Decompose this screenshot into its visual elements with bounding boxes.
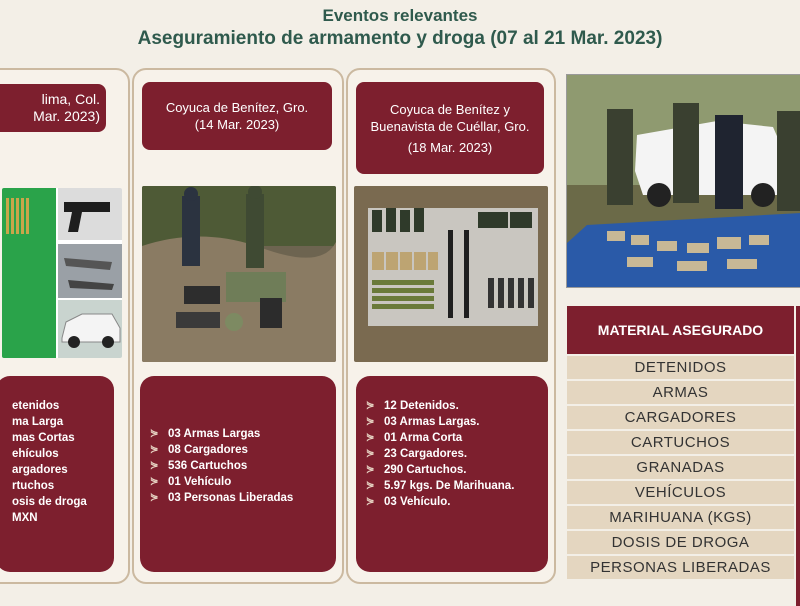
event-card-title: [142, 82, 332, 150]
event-items: [140, 376, 336, 572]
table-side-column: [796, 306, 800, 606]
event-location: Coyuca de Benítez, Gro.: [165, 100, 309, 115]
list-item: rtuchos: [12, 480, 55, 492]
bullet-icon: ⋟: [150, 428, 159, 439]
table-header: MATERIAL ASEGURADO: [567, 306, 800, 354]
list-item: ⋟ 03 Armas Largas.: [366, 416, 480, 428]
event-location: lima, Col.: [41, 91, 100, 107]
list-item: ⋟ 290 Cartuchos.: [366, 464, 467, 476]
bullet-icon: ⋟: [366, 400, 375, 411]
bullet-icon: ⋟: [150, 476, 159, 487]
list-item: ⋟ 03 Personas Liberadas: [150, 492, 294, 504]
table-row: ARMAS: [567, 381, 800, 404]
list-item: ⋟ 08 Cargadores: [150, 444, 248, 456]
table-row: DETENIDOS: [567, 356, 800, 379]
evidence-photo: [2, 188, 122, 358]
list-item: ⋟ 03 Armas Largas: [150, 428, 261, 440]
event-items: [0, 376, 114, 572]
bullet-icon: ⋟: [366, 448, 375, 459]
list-item: ⋟ 01 Arma Corta: [366, 432, 463, 444]
material-table: [567, 306, 800, 579]
bullet-icon: ⋟: [150, 460, 159, 471]
table-row: PERSONAS LIBERADAS: [567, 556, 800, 579]
event-card-title: [0, 84, 106, 132]
list-item: ⋟ 12 Detenidos.: [366, 400, 459, 412]
table-row: GRANADAS: [567, 456, 800, 479]
items-list: [0, 398, 114, 526]
event-card-coyuca: [132, 68, 344, 584]
event-date: Mar. 2023): [33, 108, 100, 124]
page-subtitle: Aseguramiento de armamento y droga (07 al 21 Mar. 2023): [137, 28, 663, 49]
items-list: [366, 398, 538, 510]
summary-photo: [566, 74, 800, 288]
list-item: etenidos: [12, 400, 60, 412]
event-card-title: [356, 82, 544, 174]
list-item: ⋟ 5.97 kgs. De Marihuana.: [366, 480, 515, 492]
list-item: MXN: [12, 512, 38, 524]
bullet-icon: ⋟: [366, 416, 375, 427]
event-date: (14 Mar. 2023): [194, 117, 280, 132]
table-row: VEHÍCULOS: [567, 481, 800, 504]
evidence-photo: [354, 186, 548, 362]
list-item: ⋟ 01 Vehículo: [150, 476, 232, 488]
event-location: Coyuca de Benítez y Buenavista de Cuéllar, Gro.: [370, 101, 530, 134]
table-row: MARIHUANA (KGS): [567, 506, 800, 529]
event-card-colima: [0, 68, 130, 584]
event-items: [356, 376, 548, 572]
bullet-icon: ⋟: [150, 492, 159, 503]
event-date: (18 Mar. 2023): [407, 139, 493, 155]
event-card-coyuca-buenavista: [346, 68, 556, 584]
table-row: DOSIS DE DROGA: [567, 531, 800, 554]
table-row: CARTUCHOS: [567, 431, 800, 454]
bullet-icon: ⋟: [366, 432, 375, 443]
bullet-icon: ⋟: [366, 464, 375, 475]
list-item: mas Cortas: [12, 432, 75, 444]
list-item: ⋟ 536 Cartuchos: [150, 460, 248, 472]
page-title: Eventos relevantes: [322, 6, 478, 25]
bullet-icon: ⋟: [150, 444, 159, 455]
list-item: ⋟ 03 Vehículo.: [366, 496, 451, 508]
items-list: [150, 426, 336, 506]
evidence-photo: [142, 186, 336, 362]
table-row: CARGADORES: [567, 406, 800, 429]
list-item: ⋟ 23 Cargadores.: [366, 448, 468, 460]
list-item: ehículos: [12, 448, 59, 460]
list-item: argadores: [12, 464, 68, 476]
header: [0, 0, 800, 62]
bullet-icon: ⋟: [366, 480, 375, 491]
list-item: ma Larga: [12, 416, 64, 428]
list-item: osis de droga: [12, 496, 87, 508]
bullet-icon: ⋟: [366, 496, 375, 507]
